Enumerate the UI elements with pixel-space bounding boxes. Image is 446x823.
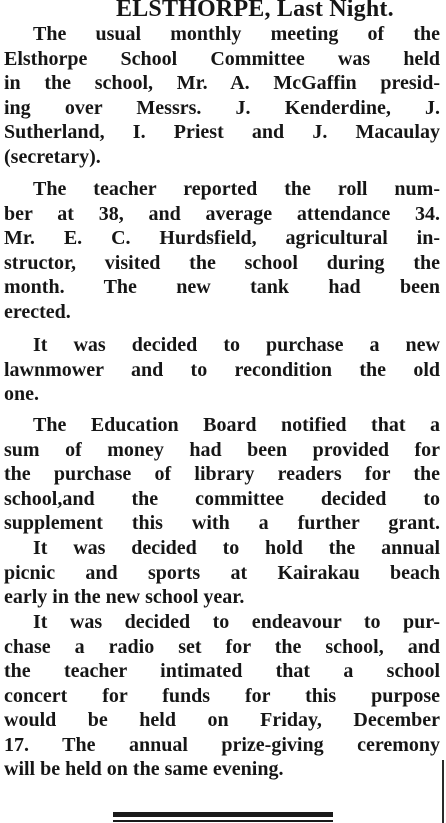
text-line: supplement this with a further grant. — [4, 512, 440, 534]
text-line: It was decided to purchase a new — [33, 334, 440, 356]
text-line: chase a radio set for the school, and — [4, 635, 440, 658]
text-line: picnic and sports at Kairakau beach — [4, 561, 440, 584]
text-line: Mr. E. C. Hurdsfield, agricultural in- — [4, 227, 440, 249]
paragraph-picnic — [4, 536, 440, 610]
text-line: lawnmower and to recondition the old — [4, 358, 440, 381]
text-line: 17. The annual prize-giving ceremony — [4, 733, 440, 756]
text-line: school,and the committee decided to — [4, 487, 440, 510]
text-line: concert for funds for this purpose — [4, 684, 440, 707]
text-line: would be held on Friday, December — [4, 709, 440, 731]
text-line: sum of money had been provided for — [4, 438, 440, 461]
article-headline: ELSTHORPE, Last Night. — [116, 0, 394, 22]
paragraph-radio-concert — [4, 610, 440, 782]
text-line: It was decided to endeavour to pur- — [33, 611, 440, 633]
text-line: The usual monthly meeting of the — [33, 23, 440, 45]
text-line: Elsthorpe School Committee was held — [4, 47, 440, 70]
text-line: (secretary). — [4, 145, 101, 168]
text-line: in the school, Mr. A. McGaffin presid- — [4, 72, 440, 94]
text-line: the teacher intimated that a school — [4, 660, 440, 682]
column-edge-mark — [442, 760, 444, 823]
text-line: The teacher reported the roll num- — [33, 178, 440, 200]
paragraph-meeting — [4, 22, 440, 169]
text-line: early in the new school year. — [4, 586, 245, 608]
text-line: erected. — [4, 300, 71, 323]
text-line: structor, visited the school during the — [4, 251, 440, 274]
text-line: the purchase of library readers for the — [4, 463, 440, 485]
text-line: one. — [4, 383, 39, 405]
text-line: will be held on the same evening. — [4, 758, 284, 780]
paragraph-teacher-report — [4, 177, 440, 324]
text-line: Sutherland, I. Priest and J. Macaulay — [4, 121, 440, 143]
text-line: month. The new tank had been — [4, 276, 440, 298]
end-rule — [113, 812, 333, 817]
text-line: ing over Messrs. J. Kenderdine, J. — [4, 96, 440, 119]
paragraph-education-board — [4, 413, 440, 536]
end-rule-thin — [113, 820, 333, 822]
text-line: ber at 38, and average attendance 34. — [4, 202, 440, 225]
text-line: It was decided to hold the annual — [33, 537, 440, 559]
paragraph-lawnmower — [4, 333, 440, 407]
text-line: The Education Board notified that a — [33, 414, 440, 436]
